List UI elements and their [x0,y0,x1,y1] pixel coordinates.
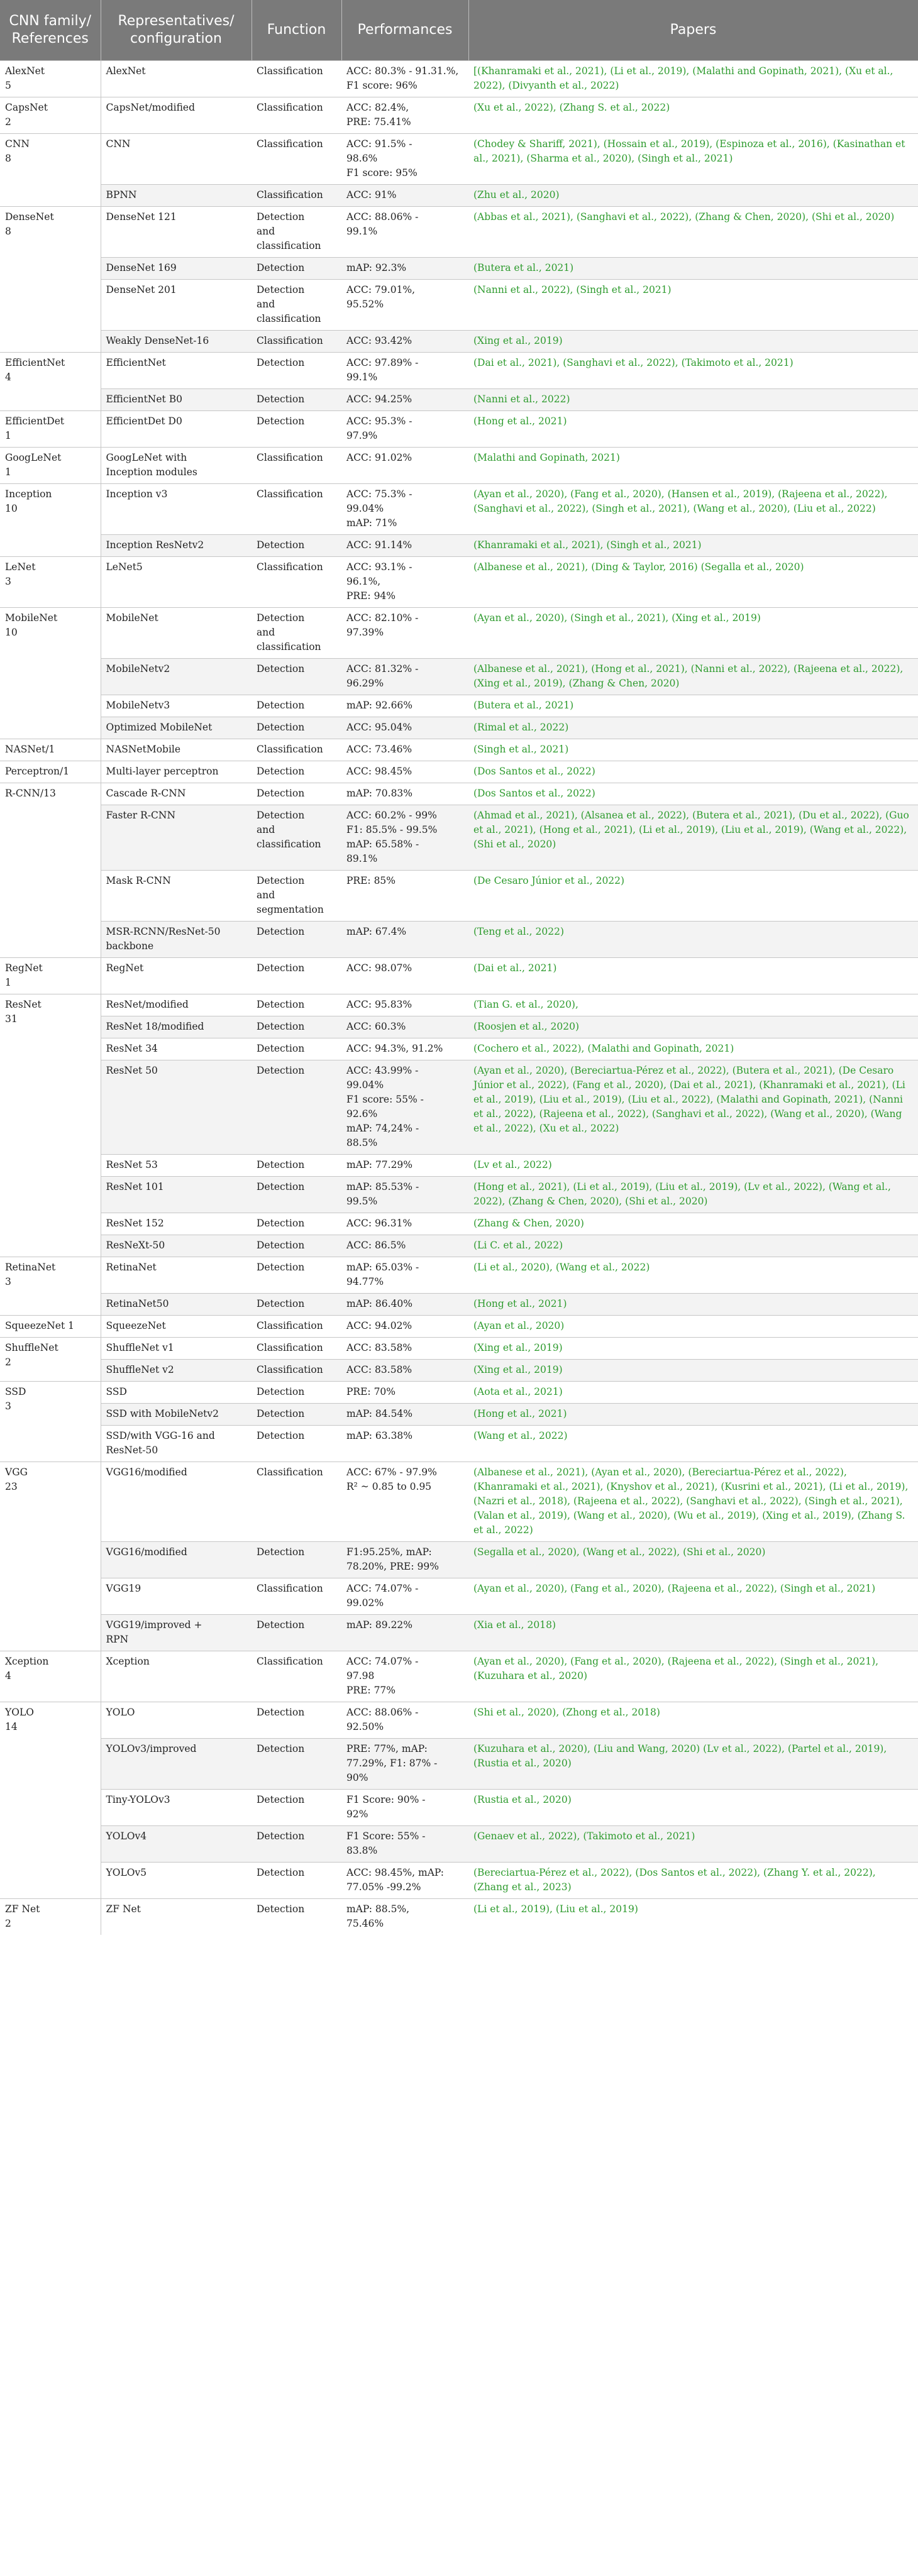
table-row [0,258,918,280]
function-cell: Classification [252,739,341,761]
configuration-cell: MSR-RCNN/ResNet-50 backbone [101,922,252,958]
table-row [0,134,918,185]
performance-cell: ACC: 93.1% - 96.1%, PRE: 94% [341,557,468,608]
performance-cell: ACC: 60.2% - 99% F1: 85.5% - 99.5% mAP: 65.58% - 89.1% [341,805,468,871]
papers-cell: (Butera et al., 2021) [468,258,918,280]
configuration-cell: EfficientNet B0 [101,389,252,411]
papers-cell: (Ayan et al., 2020), (Fang et al., 2020), (Rajeena et al., 2022), (Singh et al., 2021), (Kuzuhara et al., 2020) [468,1651,918,1702]
configuration-cell: BPNN [101,185,252,207]
configuration-cell: CNN [101,134,252,185]
papers-cell: (Albanese et al., 2021), (Hong et al., 2021), (Nanni et al., 2022), (Rajeena et al., 2022), (Xing et al., 2019), (Zhang & Chen, 2020) [468,659,918,695]
function-cell: Detection [252,1016,341,1038]
function-cell: Classification [252,1462,341,1542]
family-cell: NASNet/1 [0,739,101,761]
papers-cell: (Albanese et al., 2021), (Ayan et al., 2020), (Bereciartua-Pérez et al., 2022), (Khanramaki et al., 2021), (Knyshov et al., 2021), (Kusrini et al., 2021), (Li et al., 2019), (Nazri et al., 2018), (Rajeena et al., 2022), (Sanghavi et al., 2022), (Singh et al., 2021), (Valan et al., 2019), (Wang et al., 2020), (Wu et al., 2019), (Xing et al., 2019), (Zhang S. et al., 2022) [468,1462,918,1542]
papers-cell: (Xu et al., 2022), (Zhang S. et al., 2022) [468,97,918,134]
papers-cell: (Dai et al., 2021) [468,958,918,994]
table-row [0,207,918,258]
configuration-cell: SSD with MobileNetv2 [101,1404,252,1426]
configuration-cell: Tiny-YOLOv3 [101,1790,252,1826]
function-cell: Classification [252,484,341,535]
table-row [0,1826,918,1863]
function-cell: Detection [252,1404,341,1426]
papers-cell: (Zhu et al., 2020) [468,185,918,207]
performance-cell: ACC: 94.3%, 91.2% [341,1038,468,1060]
function-cell: Detection [252,1060,341,1155]
table-row [0,1382,918,1404]
papers-cell: (Genaev et al., 2022), (Takimoto et al., 2021) [468,1826,918,1863]
performance-cell: ACC: 74.07% - 99.02% [341,1578,468,1615]
papers-cell: (Segalla et al., 2020), (Wang et al., 2022), (Shi et al., 2020) [468,1542,918,1578]
table-row [0,1578,918,1615]
family-cell: EfficientDet 1 [0,411,101,448]
papers-cell: (Abbas et al., 2021), (Sanghavi et al., 2022), (Zhang & Chen, 2020), (Shi et al., 2020) [468,207,918,258]
table-row [0,1702,918,1739]
performance-cell: ACC: 81.32% - 96.29% [341,659,468,695]
performance-cell: mAP: 86.40% [341,1294,468,1316]
performance-cell: mAP: 70.83% [341,783,468,805]
configuration-cell: DenseNet 201 [101,280,252,331]
configuration-cell: ZF Net [101,1899,252,1935]
configuration-cell: VGG19/improved + RPN [101,1615,252,1651]
family-cell: RegNet 1 [0,958,101,994]
configuration-cell: ResNet/modified [101,994,252,1016]
configuration-cell: Weakly DenseNet-16 [101,331,252,353]
family-cell: GoogLeNet 1 [0,448,101,484]
performance-cell: ACC: 88.06% - 92.50% [341,1702,468,1739]
function-cell: Detection [252,659,341,695]
papers-cell: (Ayan et al., 2020), (Fang et al., 2020), (Rajeena et al., 2022), (Singh et al., 2021) [468,1578,918,1615]
configuration-cell: Inception v3 [101,484,252,535]
papers-cell: (Aota et al., 2021) [468,1382,918,1404]
configuration-cell: ResNet 50 [101,1060,252,1155]
configuration-cell: YOLOv3/improved [101,1739,252,1790]
function-cell: Detection [252,1899,341,1935]
configuration-cell: ResNeXt-50 [101,1235,252,1257]
performance-cell: ACC: 93.42% [341,331,468,353]
function-cell: Classification [252,1578,341,1615]
table-row [0,411,918,448]
configuration-cell: ResNet 101 [101,1177,252,1213]
table-row [0,1235,918,1257]
family-cell: CapsNet 2 [0,97,101,134]
family-cell: AlexNet 5 [0,61,101,97]
configuration-cell: ResNet 18/modified [101,1016,252,1038]
papers-cell: (Ayan et al., 2020) [468,1316,918,1338]
performance-cell: F1:95.25%, mAP: 78.20%, PRE: 99% [341,1542,468,1578]
configuration-cell: ResNet 152 [101,1213,252,1235]
family-cell: ResNet 31 [0,994,101,1257]
function-cell: Detection [252,1382,341,1404]
papers-cell: (Ahmad et al., 2021), (Alsanea et al., 2022), (Butera et al., 2021), (Du et al., 2022), (Guo et al., 2021), (Hong et al., 2021), (Li et al., 2019), (Liu et al., 2019), (Wang et al., 2022), (Shi et al., 2020) [468,805,918,871]
papers-cell: (Nanni et al., 2022) [468,389,918,411]
papers-cell: (Xia et al., 2018) [468,1615,918,1651]
table-row [0,1060,918,1155]
family-cell: LeNet 3 [0,557,101,608]
papers-cell: (Dai et al., 2021), (Sanghavi et al., 2022), (Takimoto et al., 2021) [468,353,918,389]
performance-cell: ACC: 79.01%, 95.52% [341,280,468,331]
configuration-cell: CapsNet/modified [101,97,252,134]
configuration-cell: RetinaNet50 [101,1294,252,1316]
function-cell: Detection [252,1863,341,1899]
performance-cell: ACC: 91.5% - 98.6% F1 score: 95% [341,134,468,185]
function-cell: Detection [252,717,341,739]
performance-cell: ACC: 73.46% [341,739,468,761]
configuration-cell: LeNet5 [101,557,252,608]
family-cell: R-CNN/13 [0,783,101,958]
performance-cell: mAP: 77.29% [341,1155,468,1177]
table-row [0,1542,918,1578]
family-cell: VGG 23 [0,1462,101,1651]
performance-cell: ACC: 98.45%, mAP: 77.05% -99.2% [341,1863,468,1899]
table-row [0,783,918,805]
function-cell: Detection [252,1826,341,1863]
performance-cell: PRE: 85% [341,871,468,922]
configuration-cell: NASNetMobile [101,739,252,761]
table-row [0,1338,918,1360]
function-cell: Detection [252,1426,341,1462]
performance-cell: mAP: 92.3% [341,258,468,280]
configuration-cell: ShuffleNet v2 [101,1360,252,1382]
family-cell: MobileNet 10 [0,608,101,739]
table-row [0,484,918,535]
configuration-cell: Faster R-CNN [101,805,252,871]
table-row [0,389,918,411]
configuration-cell: Multi-layer perceptron [101,761,252,783]
table-row [0,717,918,739]
papers-cell: (Rimal et al., 2022) [468,717,918,739]
function-cell: Classification [252,97,341,134]
configuration-cell: EfficientNet [101,353,252,389]
table-row [0,1426,918,1462]
performance-cell: ACC: 75.3% - 99.04% mAP: 71% [341,484,468,535]
performance-cell: ACC: 80.3% - 91.31.%, F1 score: 96% [341,61,468,97]
function-cell: Detection [252,1739,341,1790]
family-cell: ZF Net 2 [0,1899,101,1935]
header-function: Function [252,0,341,61]
papers-cell: (Hong et al., 2021) [468,1294,918,1316]
family-cell: SSD 3 [0,1382,101,1462]
table-header [0,0,918,61]
performance-cell: ACC: 91.14% [341,535,468,557]
papers-cell: (Ayan et al., 2020), (Bereciartua-Pérez et al., 2022), (Butera et al., 2021), (De Cesaro Júnior et al., 2022), (Fang et al., 2020), (Dai et al., 2021), (Khanramaki et al., 2021), (Li et al., 2019), (Liu et al., 2019), (Liu et al., 2022), (Malathi and Gopinath, 2021), (Nanni et al., 2022), (Rajeena et al., 2022), (Sanghavi et al., 2022), (Wang et al., 2020), (Wang et al., 2022), (Xu et al., 2022) [468,1060,918,1155]
configuration-cell: YOLOv4 [101,1826,252,1863]
table-row [0,185,918,207]
performance-cell: ACC: 82.4%, PRE: 75.41% [341,97,468,134]
papers-cell: (Hong et al., 2021) [468,1404,918,1426]
papers-cell: (Bereciartua-Pérez et al., 2022), (Dos Santos et al., 2022), (Zhang Y. et al., 2022), (Zhang et al., 2023) [468,1863,918,1899]
function-cell: Detection [252,535,341,557]
function-cell: Detection [252,695,341,717]
configuration-cell: DenseNet 169 [101,258,252,280]
function-cell: Detection [252,1702,341,1739]
header-performances: Performances [341,0,468,61]
papers-cell: (Dos Santos et al., 2022) [468,783,918,805]
papers-cell: (Tian G. et al., 2020), [468,994,918,1016]
table-row [0,659,918,695]
family-cell: Perceptron/1 [0,761,101,783]
configuration-cell: VGG19 [101,1578,252,1615]
papers-cell: (Ayan et al., 2020), (Fang et al., 2020), (Hansen et al., 2019), (Rajeena et al., 2022), (Sanghavi et al., 2022), (Singh et al., 2021), (Wang et al., 2020), (Liu et al., 2022) [468,484,918,535]
performance-cell: ACC: 74.07% - 97.98 PRE: 77% [341,1651,468,1702]
papers-cell: (Wang et al., 2022) [468,1426,918,1462]
function-cell: Classification [252,1316,341,1338]
function-cell: Detection [252,1038,341,1060]
function-cell: Classification [252,331,341,353]
function-cell: Detection [252,1615,341,1651]
papers-cell: (Xing et al., 2019) [468,1360,918,1382]
function-cell: Detection [252,1542,341,1578]
table-row [0,1404,918,1426]
configuration-cell: Xception [101,1651,252,1702]
performance-cell: mAP: 63.38% [341,1426,468,1462]
function-cell: Detection [252,1790,341,1826]
configuration-cell: ShuffleNet v1 [101,1338,252,1360]
papers-cell: (Khanramaki et al., 2021), (Singh et al., 2021) [468,535,918,557]
function-cell: Classification [252,1651,341,1702]
performance-cell: ACC: 86.5% [341,1235,468,1257]
family-cell: EfficientNet 4 [0,353,101,411]
family-cell: CNN 8 [0,134,101,207]
papers-cell: (Chodey & Shariff, 2021), (Hossain et al., 2019), (Espinoza et al., 2016), (Kasinathan et al., 2021), (Sharma et al., 2020), (Singh et al., 2021) [468,134,918,185]
papers-cell: (Teng et al., 2022) [468,922,918,958]
performance-cell: ACC: 91.02% [341,448,468,484]
papers-cell: (Li et al., 2019), (Liu et al., 2019) [468,1899,918,1935]
function-cell: Detection [252,1257,341,1294]
table-row [0,535,918,557]
function-cell: Detection [252,994,341,1016]
table-row [0,739,918,761]
header-family: CNN family/ References [0,0,101,61]
configuration-cell: RetinaNet [101,1257,252,1294]
configuration-cell: VGG16/modified [101,1462,252,1542]
performance-cell: ACC: 96.31% [341,1213,468,1235]
table-row [0,761,918,783]
table-row [0,695,918,717]
header-papers: Papers [468,0,918,61]
header-configuration: Representatives/ configuration [101,0,252,61]
performance-cell: ACC: 43.99% - 99.04% F1 score: 55% - 92.6% mAP: 74,24% - 88.5% [341,1060,468,1155]
function-cell: Detection and classification [252,608,341,659]
function-cell: Detection [252,411,341,448]
configuration-cell: Cascade R-CNN [101,783,252,805]
table-row [0,1739,918,1790]
performance-cell: ACC: 82.10% - 97.39% [341,608,468,659]
performance-cell: mAP: 88.5%, 75.46% [341,1899,468,1935]
table-row [0,448,918,484]
function-cell: Detection [252,783,341,805]
papers-cell: (Xing et al., 2019) [468,1338,918,1360]
table-row [0,608,918,659]
papers-cell: (Shi et al., 2020), (Zhong et al., 2018) [468,1702,918,1739]
performance-cell: ACC: 95.3% - 97.9% [341,411,468,448]
function-cell: Detection [252,258,341,280]
family-cell: Xception 4 [0,1651,101,1702]
table-row [0,1016,918,1038]
table-row [0,1899,918,1935]
configuration-cell: MobileNetv2 [101,659,252,695]
papers-cell: (Hong et al., 2021) [468,411,918,448]
configuration-cell: ResNet 53 [101,1155,252,1177]
table-row [0,353,918,389]
configuration-cell: RegNet [101,958,252,994]
configuration-cell: ResNet 34 [101,1038,252,1060]
table-row [0,331,918,353]
configuration-cell: SqueezeNet [101,1316,252,1338]
table-row [0,1257,918,1294]
table-row [0,994,918,1016]
table-row [0,61,918,97]
family-cell: Inception 10 [0,484,101,557]
table-row [0,1213,918,1235]
papers-cell: (Dos Santos et al., 2022) [468,761,918,783]
function-cell: Detection and classification [252,207,341,258]
function-cell: Classification [252,448,341,484]
configuration-cell: SSD/with VGG-16 and ResNet-50 [101,1426,252,1462]
papers-cell: (Malathi and Gopinath, 2021) [468,448,918,484]
papers-cell: (Roosjen et al., 2020) [468,1016,918,1038]
table-row [0,97,918,134]
papers-cell: (De Cesaro Júnior et al., 2022) [468,871,918,922]
configuration-cell: YOLO [101,1702,252,1739]
function-cell: Detection [252,1235,341,1257]
table-row [0,1155,918,1177]
papers-cell: (Ayan et al., 2020), (Singh et al., 2021), (Xing et al., 2019) [468,608,918,659]
function-cell: Classification [252,1360,341,1382]
function-cell: Detection and classification [252,805,341,871]
configuration-cell: YOLOv5 [101,1863,252,1899]
function-cell: Detection [252,1213,341,1235]
performance-cell: ACC: 88.06% - 99.1% [341,207,468,258]
performance-cell: ACC: 95.04% [341,717,468,739]
performance-cell: ACC: 91% [341,185,468,207]
configuration-cell: GoogLeNet with Inception modules [101,448,252,484]
papers-cell: (Kuzuhara et al., 2020), (Liu and Wang, 2020) (Lv et al., 2022), (Partel et al., 2019), (Rustia et al., 2020) [468,1739,918,1790]
function-cell: Detection [252,1294,341,1316]
family-cell: ShuffleNet 2 [0,1338,101,1382]
papers-cell: (Xing et al., 2019) [468,331,918,353]
table-row [0,1294,918,1316]
performance-cell: ACC: 94.02% [341,1316,468,1338]
performance-cell: mAP: 65.03% - 94.77% [341,1257,468,1294]
function-cell: Detection [252,761,341,783]
family-cell: DenseNet 8 [0,207,101,353]
performance-cell: F1 Score: 55% - 83.8% [341,1826,468,1863]
table-row [0,1790,918,1826]
family-cell: RetinaNet 3 [0,1257,101,1316]
configuration-cell: AlexNet [101,61,252,97]
performance-cell: PRE: 77%, mAP: 77.29%, F1: 87% - 90% [341,1739,468,1790]
configuration-cell: EfficientDet D0 [101,411,252,448]
configuration-cell: Optimized MobileNet [101,717,252,739]
table-row [0,1177,918,1213]
papers-cell: (Nanni et al., 2022), (Singh et al., 2021) [468,280,918,331]
table-row [0,958,918,994]
performance-cell: ACC: 60.3% [341,1016,468,1038]
papers-cell: (Albanese et al., 2021), (Ding & Taylor, 2016) (Segalla et al., 2020) [468,557,918,608]
performance-cell: ACC: 95.83% [341,994,468,1016]
performance-cell: mAP: 67.4% [341,922,468,958]
function-cell: Detection [252,1155,341,1177]
table-row [0,1038,918,1060]
header-row [0,0,918,61]
performance-cell: ACC: 83.58% [341,1338,468,1360]
performance-cell: F1 Score: 90% - 92% [341,1790,468,1826]
function-cell: Detection and classification [252,280,341,331]
table-row [0,922,918,958]
function-cell: Classification [252,1338,341,1360]
table-row [0,1462,918,1542]
table-row [0,557,918,608]
papers-cell: (Cochero et al., 2022), (Malathi and Gopinath, 2021) [468,1038,918,1060]
function-cell: Classification [252,185,341,207]
table-row [0,1615,918,1651]
performance-cell: ACC: 94.25% [341,389,468,411]
papers-cell: (Butera et al., 2021) [468,695,918,717]
performance-cell: mAP: 92.66% [341,695,468,717]
performance-cell: mAP: 89.22% [341,1615,468,1651]
papers-cell: (Li C. et al., 2022) [468,1235,918,1257]
papers-cell: [(Khanramaki et al., 2021), (Li et al., 2019), (Malathi and Gopinath, 2021), (Xu et al., 2022), (Divyanth et al., 2022) [468,61,918,97]
performance-cell: PRE: 70% [341,1382,468,1404]
function-cell: Detection [252,389,341,411]
papers-cell: (Rustia et al., 2020) [468,1790,918,1826]
performance-cell: mAP: 84.54% [341,1404,468,1426]
configuration-cell: DenseNet 121 [101,207,252,258]
configuration-cell: Mask R-CNN [101,871,252,922]
table-row [0,280,918,331]
performance-cell: ACC: 97.89% - 99.1% [341,353,468,389]
table-row [0,871,918,922]
papers-cell: (Lv et al., 2022) [468,1155,918,1177]
papers-cell: (Singh et al., 2021) [468,739,918,761]
table-row [0,1863,918,1899]
configuration-cell: SSD [101,1382,252,1404]
configuration-cell: MobileNet [101,608,252,659]
configuration-cell: MobileNetv3 [101,695,252,717]
papers-cell: (Zhang & Chen, 2020) [468,1213,918,1235]
table-row [0,1316,918,1338]
performance-cell: ACC: 67% - 97.9% R² ~ 0.85 to 0.95 [341,1462,468,1542]
performance-cell: ACC: 98.07% [341,958,468,994]
table-row [0,805,918,871]
function-cell: Detection [252,922,341,958]
papers-cell: (Hong et al., 2021), (Li et al., 2019), (Liu et al., 2019), (Lv et al., 2022), (Wang et al., 2022), (Zhang & Chen, 2020), (Shi et al., 2020) [468,1177,918,1213]
performance-cell: mAP: 85.53% - 99.5% [341,1177,468,1213]
performance-cell: ACC: 83.58% [341,1360,468,1382]
configuration-cell: VGG16/modified [101,1542,252,1578]
family-cell: YOLO 14 [0,1702,101,1899]
function-cell: Detection [252,353,341,389]
table-body [0,61,918,1935]
function-cell: Classification [252,61,341,97]
table-row [0,1651,918,1702]
function-cell: Detection [252,958,341,994]
function-cell: Classification [252,134,341,185]
function-cell: Detection [252,1177,341,1213]
table-row [0,1360,918,1382]
configuration-cell: Inception ResNetv2 [101,535,252,557]
family-cell: SqueezeNet 1 [0,1316,101,1338]
papers-cell: (Li et al., 2020), (Wang et al., 2022) [468,1257,918,1294]
function-cell: Classification [252,557,341,608]
function-cell: Detection and segmentation [252,871,341,922]
performance-cell: ACC: 98.45% [341,761,468,783]
